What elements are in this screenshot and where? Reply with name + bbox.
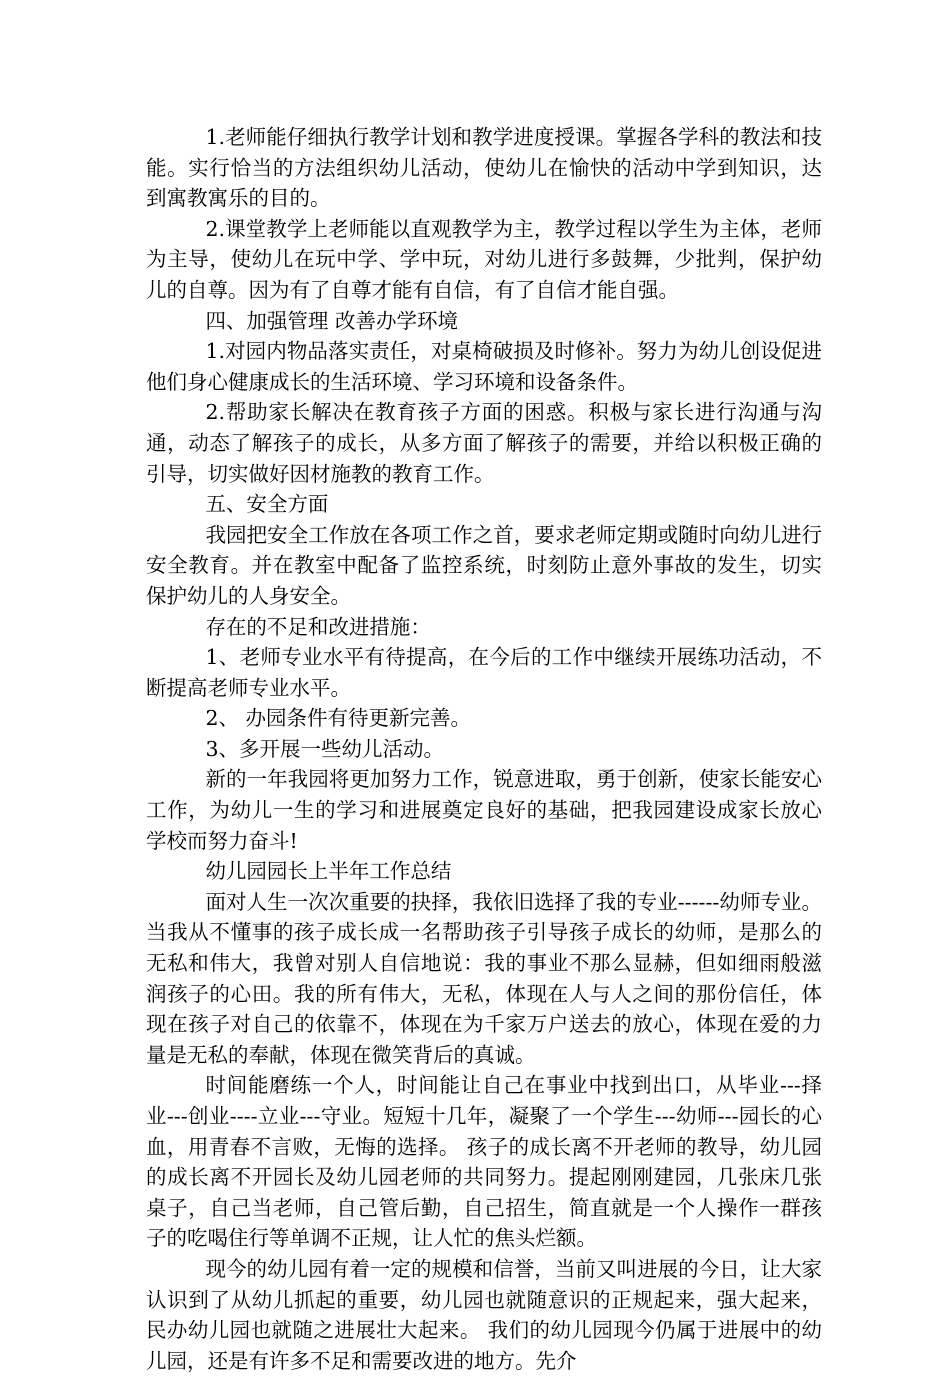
paragraph-parent-help: 2.帮助家长解决在教育孩子方面的困惑。积极与家长进行沟通与沟通，动态了解孩子的成长，从多方面了解孩子的需要，并给以积极正确的引导，切实做好因材施教的教育工作。: [146, 400, 822, 486]
section-heading-safety: 五、安全方面: [205, 492, 329, 517]
paragraph-career-choice: 面对人生一次次重要的抉择，我依旧选择了我的专业------幼师专业。当我从不懂事的孩子成长成一名帮助孩子引导孩子成长的幼师，是那么的无私和伟大，我曾对别人自信地说：我的事业不那么显赫，但如细雨般滋润孩子的心田。我的所有伟大，无私，体现在人与人之间的那份信任，体现在孩子对自己的依靠不，体现在为千家万户送去的放心，体现在爱的力量是无私的奉献，体现在微笑背后的真诚。: [146, 889, 822, 1067]
paragraph-improvement-1: 1、老师专业水平有待提高，在今后的工作中继续开展练功活动，不断提高老师专业水平。: [146, 645, 822, 700]
section-heading-shortcomings: 存在的不足和改进措施：: [205, 614, 431, 639]
paragraph-improvement-2: 2、 办园条件有待更新完善。: [205, 706, 471, 731]
paragraph-classroom-teaching: 2.课堂教学上老师能以直观教学为主，教学过程以学生为主体，老师为主导，使幼儿在玩中学、学中玩，对幼儿进行多鼓舞，少批判，保护幼儿的自尊。因为有了自尊才能有自信，有了自信才能自强。: [146, 216, 822, 302]
paragraph-new-year: 新的一年我园将更加努力工作，锐意进取，勇于创新，使家长能安心工作，为幼儿一生的学习和进展奠定良好的基础，把我园建设成家长放心学校而努力奋斗!: [146, 767, 822, 853]
section-heading-management: 四、加强管理 改善办学环境: [205, 308, 458, 333]
paragraph-current-kindergarten: 现今的幼儿园有着一定的规模和信誉，当前又叫进展的今日，让大家认识到了从幼儿抓起的重要，幼儿园也就随意识的正规起来，强大起来，民办幼儿园也就随之进展壮大起来。 我们的幼儿园现今仍属于进展中的幼儿园，还是有许多不足和需要改进的地方。先介: [146, 1256, 822, 1373]
paragraph-time: 时间能磨练一个人，时间能让自己在事业中找到出口，从毕业---择业---创业----立业---守业。短短十几年，凝聚了一个学生---幼师---园长的心血，用青春不言败，无悔的选择。 孩子的成长离不开老师的教导，幼儿园的成长离不开园长及幼儿园老师的共同努力。提起刚刚建园，几张床几张桌子，自己当老师，自己管后勤，自己招生，简直就是一个人操作一群孩子的吃喝住行等单调不正规，让人忙的焦头烂额。: [146, 1073, 822, 1251]
paragraph-teaching-plan: 1.老师能仔细执行教学计划和教学进度授课。掌握各学科的教法和技能。实行恰当的方法组织幼儿活动，使幼儿在愉快的活动中学到知识，达到寓教寓乐的目的。: [146, 125, 822, 211]
paragraph-safety: 我园把安全工作放在各项工作之首，要求老师定期或随时向幼儿进行安全教育。并在教室中配备了监控系统，时刻防止意外事故的发生，切实保护幼儿的人身安全。: [146, 522, 822, 608]
document-body: [146, 122, 822, 1376]
section-heading-summary-title: 幼儿园园长上半年工作总结: [205, 859, 452, 884]
paragraph-property-responsibility: 1.对园内物品落实责任，对桌椅破损及时修补。努力为幼儿创设促进他们身心健康成长的生活环境、学习环境和设备条件。: [146, 339, 822, 394]
paragraph-improvement-3: 3、多开展一些幼儿活动。: [205, 736, 444, 761]
